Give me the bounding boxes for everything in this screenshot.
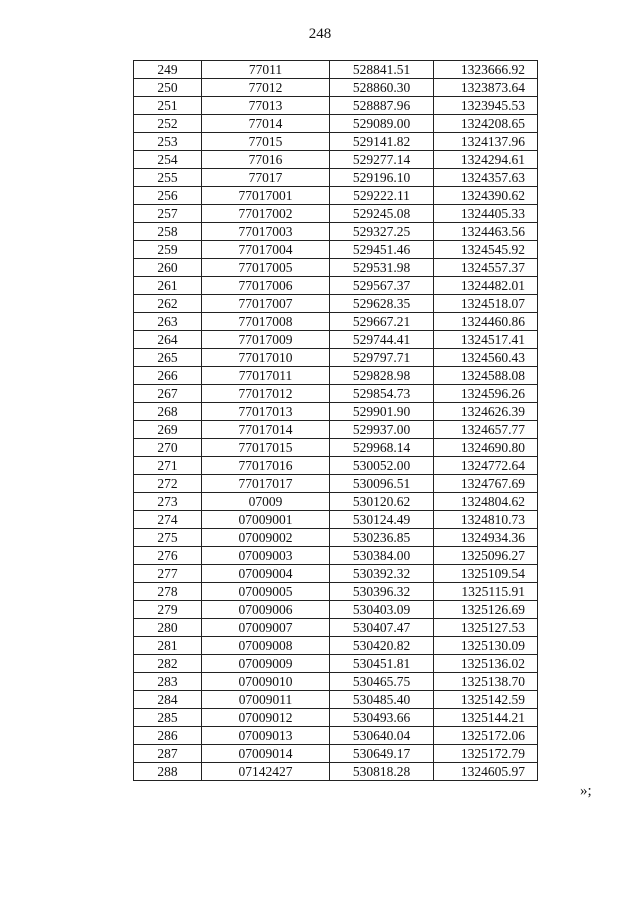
x-coordinate-cell: 528860.30 — [330, 79, 434, 97]
row-number-cell: 277 — [134, 565, 202, 583]
table-row — [134, 367, 538, 385]
y-coordinate-cell: 1324810.73 — [434, 511, 538, 529]
table-row — [134, 277, 538, 295]
row-number-cell: 251 — [134, 97, 202, 115]
table-row — [134, 349, 538, 367]
row-number-cell: 256 — [134, 187, 202, 205]
y-coordinate-cell: 1324208.65 — [434, 115, 538, 133]
y-coordinate-cell: 1324557.37 — [434, 259, 538, 277]
x-coordinate-cell: 530120.62 — [330, 493, 434, 511]
row-number-cell: 269 — [134, 421, 202, 439]
table-row — [134, 673, 538, 691]
x-coordinate-cell: 529744.41 — [330, 331, 434, 349]
y-coordinate-cell: 1325172.06 — [434, 727, 538, 745]
row-number-cell: 288 — [134, 763, 202, 781]
row-number-cell: 270 — [134, 439, 202, 457]
point-id-cell: 07009011 — [202, 691, 330, 709]
row-number-cell: 272 — [134, 475, 202, 493]
point-id-cell: 77013 — [202, 97, 330, 115]
table-row — [134, 97, 538, 115]
point-id-cell: 77017017 — [202, 475, 330, 493]
x-coordinate-cell: 530096.51 — [330, 475, 434, 493]
table-row — [134, 169, 538, 187]
y-coordinate-cell: 1324767.69 — [434, 475, 538, 493]
point-id-cell: 77015 — [202, 133, 330, 151]
table-row — [134, 259, 538, 277]
x-coordinate-cell: 529937.00 — [330, 421, 434, 439]
point-id-cell: 77017 — [202, 169, 330, 187]
x-coordinate-cell: 530396.32 — [330, 583, 434, 601]
table-row — [134, 241, 538, 259]
x-coordinate-cell: 530052.00 — [330, 457, 434, 475]
y-coordinate-cell: 1323666.92 — [434, 61, 538, 79]
y-coordinate-cell: 1324137.96 — [434, 133, 538, 151]
point-id-cell: 77017012 — [202, 385, 330, 403]
row-number-cell: 275 — [134, 529, 202, 547]
row-number-cell: 282 — [134, 655, 202, 673]
table-row — [134, 727, 538, 745]
table-row — [134, 151, 538, 169]
point-id-cell: 07009 — [202, 493, 330, 511]
point-id-cell: 77014 — [202, 115, 330, 133]
y-coordinate-cell: 1324482.01 — [434, 277, 538, 295]
x-coordinate-cell: 530485.40 — [330, 691, 434, 709]
row-number-cell: 273 — [134, 493, 202, 511]
row-number-cell: 278 — [134, 583, 202, 601]
point-id-cell: 77017005 — [202, 259, 330, 277]
point-id-cell: 07009006 — [202, 601, 330, 619]
row-number-cell: 260 — [134, 259, 202, 277]
y-coordinate-cell: 1324772.64 — [434, 457, 538, 475]
x-coordinate-cell: 530407.47 — [330, 619, 434, 637]
table-row — [134, 529, 538, 547]
row-number-cell: 279 — [134, 601, 202, 619]
point-id-cell: 07009014 — [202, 745, 330, 763]
table-row — [134, 187, 538, 205]
point-id-cell: 07009004 — [202, 565, 330, 583]
table-row — [134, 223, 538, 241]
table-row — [134, 691, 538, 709]
x-coordinate-cell: 529667.21 — [330, 313, 434, 331]
y-coordinate-cell: 1324294.61 — [434, 151, 538, 169]
x-coordinate-cell: 529222.11 — [330, 187, 434, 205]
row-number-cell: 276 — [134, 547, 202, 565]
table-row — [134, 295, 538, 313]
point-id-cell: 07009005 — [202, 583, 330, 601]
point-id-cell: 77017013 — [202, 403, 330, 421]
y-coordinate-cell: 1325144.21 — [434, 709, 538, 727]
x-coordinate-cell: 530649.17 — [330, 745, 434, 763]
point-id-cell: 07009007 — [202, 619, 330, 637]
point-id-cell: 07009008 — [202, 637, 330, 655]
row-number-cell: 264 — [134, 331, 202, 349]
x-coordinate-cell: 530384.00 — [330, 547, 434, 565]
x-coordinate-cell: 529141.82 — [330, 133, 434, 151]
x-coordinate-cell: 529451.46 — [330, 241, 434, 259]
y-coordinate-cell: 1324517.41 — [434, 331, 538, 349]
row-number-cell: 258 — [134, 223, 202, 241]
table-row — [134, 385, 538, 403]
coordinates-table-body — [134, 61, 538, 781]
y-coordinate-cell: 1324545.92 — [434, 241, 538, 259]
x-coordinate-cell: 529828.98 — [330, 367, 434, 385]
row-number-cell: 286 — [134, 727, 202, 745]
y-coordinate-cell: 1324657.77 — [434, 421, 538, 439]
table-row — [134, 547, 538, 565]
row-number-cell: 271 — [134, 457, 202, 475]
y-coordinate-cell: 1324690.80 — [434, 439, 538, 457]
point-id-cell: 77017008 — [202, 313, 330, 331]
table-row — [134, 331, 538, 349]
point-id-cell: 07009013 — [202, 727, 330, 745]
table-row — [134, 475, 538, 493]
x-coordinate-cell: 530392.32 — [330, 565, 434, 583]
point-id-cell: 77017010 — [202, 349, 330, 367]
point-id-cell: 07009002 — [202, 529, 330, 547]
row-number-cell: 283 — [134, 673, 202, 691]
point-id-cell: 77017014 — [202, 421, 330, 439]
x-coordinate-cell: 529968.14 — [330, 439, 434, 457]
x-coordinate-cell: 530640.04 — [330, 727, 434, 745]
y-coordinate-cell: 1325109.54 — [434, 565, 538, 583]
row-number-cell: 287 — [134, 745, 202, 763]
y-coordinate-cell: 1324934.36 — [434, 529, 538, 547]
y-coordinate-cell: 1325126.69 — [434, 601, 538, 619]
y-coordinate-cell: 1325130.09 — [434, 637, 538, 655]
table-row — [134, 205, 538, 223]
x-coordinate-cell: 529567.37 — [330, 277, 434, 295]
point-id-cell: 77017004 — [202, 241, 330, 259]
x-coordinate-cell: 529089.00 — [330, 115, 434, 133]
point-id-cell: 07009012 — [202, 709, 330, 727]
table-row — [134, 79, 538, 97]
y-coordinate-cell: 1325136.02 — [434, 655, 538, 673]
row-number-cell: 263 — [134, 313, 202, 331]
point-id-cell: 77017016 — [202, 457, 330, 475]
row-number-cell: 257 — [134, 205, 202, 223]
x-coordinate-cell: 530465.75 — [330, 673, 434, 691]
table-row — [134, 745, 538, 763]
point-id-cell: 77017002 — [202, 205, 330, 223]
table-row — [134, 439, 538, 457]
table-row — [134, 709, 538, 727]
y-coordinate-cell: 1324463.56 — [434, 223, 538, 241]
y-coordinate-cell: 1325127.53 — [434, 619, 538, 637]
row-number-cell: 262 — [134, 295, 202, 313]
y-coordinate-cell: 1324460.86 — [434, 313, 538, 331]
row-number-cell: 265 — [134, 349, 202, 367]
table-row — [134, 61, 538, 79]
row-number-cell: 249 — [134, 61, 202, 79]
y-coordinate-cell: 1324390.62 — [434, 187, 538, 205]
x-coordinate-cell: 530818.28 — [330, 763, 434, 781]
row-number-cell: 284 — [134, 691, 202, 709]
point-id-cell: 77011 — [202, 61, 330, 79]
table-row — [134, 115, 538, 133]
coordinates-table — [133, 60, 538, 781]
x-coordinate-cell: 530420.82 — [330, 637, 434, 655]
x-coordinate-cell: 530493.66 — [330, 709, 434, 727]
y-coordinate-cell: 1325142.59 — [434, 691, 538, 709]
table-row — [134, 565, 538, 583]
y-coordinate-cell: 1325096.27 — [434, 547, 538, 565]
row-number-cell: 252 — [134, 115, 202, 133]
table-row — [134, 133, 538, 151]
x-coordinate-cell: 529628.35 — [330, 295, 434, 313]
table-row — [134, 511, 538, 529]
x-coordinate-cell: 529531.98 — [330, 259, 434, 277]
row-number-cell: 285 — [134, 709, 202, 727]
y-coordinate-cell: 1324626.39 — [434, 403, 538, 421]
y-coordinate-cell: 1324560.43 — [434, 349, 538, 367]
table-row — [134, 619, 538, 637]
x-coordinate-cell: 529327.25 — [330, 223, 434, 241]
row-number-cell: 254 — [134, 151, 202, 169]
x-coordinate-cell: 529901.90 — [330, 403, 434, 421]
closing-mark: »; — [580, 783, 592, 799]
table-row — [134, 403, 538, 421]
point-id-cell: 77017001 — [202, 187, 330, 205]
y-coordinate-cell: 1324518.07 — [434, 295, 538, 313]
x-coordinate-cell: 530124.49 — [330, 511, 434, 529]
table-row — [134, 763, 538, 781]
row-number-cell: 274 — [134, 511, 202, 529]
point-id-cell: 07009003 — [202, 547, 330, 565]
row-number-cell: 253 — [134, 133, 202, 151]
row-number-cell: 266 — [134, 367, 202, 385]
y-coordinate-cell: 1323945.53 — [434, 97, 538, 115]
table-row — [134, 637, 538, 655]
y-coordinate-cell: 1325115.91 — [434, 583, 538, 601]
table-row — [134, 583, 538, 601]
table-row — [134, 655, 538, 673]
y-coordinate-cell: 1325172.79 — [434, 745, 538, 763]
table-row — [134, 421, 538, 439]
row-number-cell: 261 — [134, 277, 202, 295]
y-coordinate-cell: 1324804.62 — [434, 493, 538, 511]
x-coordinate-cell: 529854.73 — [330, 385, 434, 403]
y-coordinate-cell: 1324405.33 — [434, 205, 538, 223]
point-id-cell: 77017007 — [202, 295, 330, 313]
point-id-cell: 77016 — [202, 151, 330, 169]
point-id-cell: 77012 — [202, 79, 330, 97]
y-coordinate-cell: 1324357.63 — [434, 169, 538, 187]
point-id-cell: 07009010 — [202, 673, 330, 691]
table-row — [134, 601, 538, 619]
row-number-cell: 259 — [134, 241, 202, 259]
row-number-cell: 280 — [134, 619, 202, 637]
x-coordinate-cell: 529196.10 — [330, 169, 434, 187]
table-row — [134, 493, 538, 511]
x-coordinate-cell: 529277.14 — [330, 151, 434, 169]
table-row — [134, 313, 538, 331]
y-coordinate-cell: 1325138.70 — [434, 673, 538, 691]
table-row — [134, 457, 538, 475]
y-coordinate-cell: 1323873.64 — [434, 79, 538, 97]
x-coordinate-cell: 530403.09 — [330, 601, 434, 619]
point-id-cell: 77017003 — [202, 223, 330, 241]
row-number-cell: 267 — [134, 385, 202, 403]
x-coordinate-cell: 529797.71 — [330, 349, 434, 367]
point-id-cell: 07142427 — [202, 763, 330, 781]
row-number-cell: 250 — [134, 79, 202, 97]
x-coordinate-cell: 528841.51 — [330, 61, 434, 79]
row-number-cell: 281 — [134, 637, 202, 655]
x-coordinate-cell: 528887.96 — [330, 97, 434, 115]
point-id-cell: 07009001 — [202, 511, 330, 529]
point-id-cell: 77017009 — [202, 331, 330, 349]
point-id-cell: 77017015 — [202, 439, 330, 457]
y-coordinate-cell: 1324596.26 — [434, 385, 538, 403]
x-coordinate-cell: 530451.81 — [330, 655, 434, 673]
row-number-cell: 268 — [134, 403, 202, 421]
x-coordinate-cell: 529245.08 — [330, 205, 434, 223]
point-id-cell: 77017006 — [202, 277, 330, 295]
y-coordinate-cell: 1324588.08 — [434, 367, 538, 385]
x-coordinate-cell: 530236.85 — [330, 529, 434, 547]
point-id-cell: 07009009 — [202, 655, 330, 673]
y-coordinate-cell: 1324605.97 — [434, 763, 538, 781]
row-number-cell: 255 — [134, 169, 202, 187]
page-number: 248 — [308, 26, 332, 42]
point-id-cell: 77017011 — [202, 367, 330, 385]
